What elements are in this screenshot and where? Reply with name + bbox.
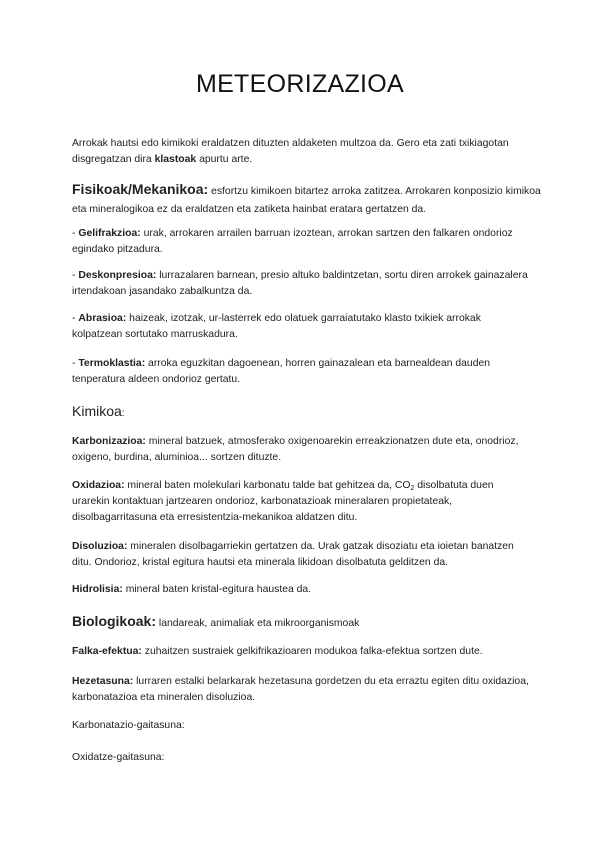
item-text: urak, arrokaren arrailen barruan izoztean, arrokan sartzen den falkaren ondorioz egindako pitzadura. [72, 228, 513, 255]
fisikoak-item [72, 268, 532, 300]
kimikoa-item [72, 539, 532, 571]
item-term: Termoklastia: [78, 358, 146, 369]
fisikoak-paragraph [72, 180, 542, 219]
item-term: Hidrolisia: [72, 584, 123, 595]
item-text: haizeak, izotzak, ur-lasterrek edo olatuek garraiatutako klasto txikiek arrokak kolpatzean sortutako marruskadura. [72, 313, 481, 340]
kimikoa-colon: : [121, 408, 125, 419]
biologikoak-text: landareak, animaliak eta mikroorganismoak [156, 618, 360, 629]
item-text-end: disolbatuta duen urarekin kontaktuan jartzearen ondorioz, karbonatazioak mineralaren propietateak, disolbagarritasuna eta erresistentzia-mekanikoa aldatzen ditu. [72, 480, 494, 523]
item-term: Abrasioa: [78, 313, 127, 324]
fisikoak-heading: Fisikoak/Mekanikoa: [72, 181, 209, 197]
intro-bold-term: klastoak [154, 154, 197, 165]
item-term: Hezetasuna: [72, 676, 134, 687]
biologikoak-item [72, 644, 532, 660]
kimikoa-item [72, 582, 532, 598]
intro-paragraph [72, 136, 532, 168]
biologikoak-heading: Biologikoak: [72, 613, 157, 629]
item-prefix: - [72, 228, 79, 239]
fisikoak-text: esfortzu kimikoen bitartez arroka zatitzea. Arrokaren konposizio kimikoa eta mineralogikoa ez da eraldatzen eta zatiketa hainbat eratara gertatzen da. [72, 186, 541, 215]
item-text: mineralen disolbagarriekin gertatzen da. Urak gatzak disoziatu eta ioietan banatzen ditu. Ondorioz, kristal egitura hautsi eta minerala likidoan disolbatuta gelditzen da. [72, 541, 514, 568]
item-text: mineral baten kristal-egitura haustea da. [122, 584, 312, 595]
item-text: zuhaitzen sustraiek gelkifrikazioaren modukoa falka-efektua sortzen dute. [141, 646, 483, 657]
biologikoak-item [72, 674, 532, 706]
item-text: mineral batzuek, atmosferako oxigenoarekin erreakzionatzen dute eta, onodrioz, oxigeno, burdina, aluminioa... sortzen dituzte. [72, 436, 519, 463]
item-text: lurrazalaren barnean, presio altuko baldintzetan, sortu diren arrokek gainazalera irtendakoan jasandako zabalkuntza da. [72, 270, 528, 297]
item-term: Gelifrakzioa: [78, 228, 141, 239]
item-subscript: 2 [410, 485, 415, 492]
item-term: Falka-efektua: [72, 646, 142, 657]
item-text: arroka eguzkitan dagoenean, horren gainazalean eta barnealdean dauden tenperatura aldeen ondorioz gertatu. [72, 358, 491, 385]
kimikoa-item [72, 478, 532, 526]
item-prefix: - [72, 358, 79, 369]
intro-text-end: apurtu arte. [196, 154, 253, 165]
footer-line: Oxidatze-gaitasuna: [72, 752, 165, 763]
page-title: METEORIZAZIOA [195, 70, 405, 98]
biologikoak-paragraph [72, 612, 542, 633]
fisikoak-item [72, 356, 532, 388]
fisikoak-item [72, 311, 532, 343]
intro-text: Arrokak hautsi edo kimikoki eraldatzen dituzten aldaketen multzoa da. Gero eta zati txikiagotan disgregatzan dira [72, 138, 509, 165]
fisikoak-item [72, 226, 532, 258]
item-term: Karbonizazioa: [72, 436, 146, 447]
item-term: Disoluzioa: [72, 541, 128, 552]
item-prefix: - [72, 313, 79, 324]
item-term: Oxidazioa: [72, 480, 125, 491]
item-prefix: - [72, 270, 79, 281]
kimikoa-heading-line [72, 402, 542, 423]
item-text: mineral baten molekulari karbonatu talde bat gehitzea da, CO [124, 480, 411, 491]
footer-line: Karbonatazio-gaitasuna: [72, 720, 185, 731]
kimikoa-heading: Kimikoa [72, 403, 122, 419]
item-text: lurraren estalki belarkarak hezetasuna gordetzen du eta erraztu egiten ditu oxidazioa, karbonatazioa eta mineralen disoluzioa. [72, 676, 529, 703]
item-term: Deskonpresioa: [78, 270, 157, 281]
kimikoa-item [72, 434, 532, 466]
